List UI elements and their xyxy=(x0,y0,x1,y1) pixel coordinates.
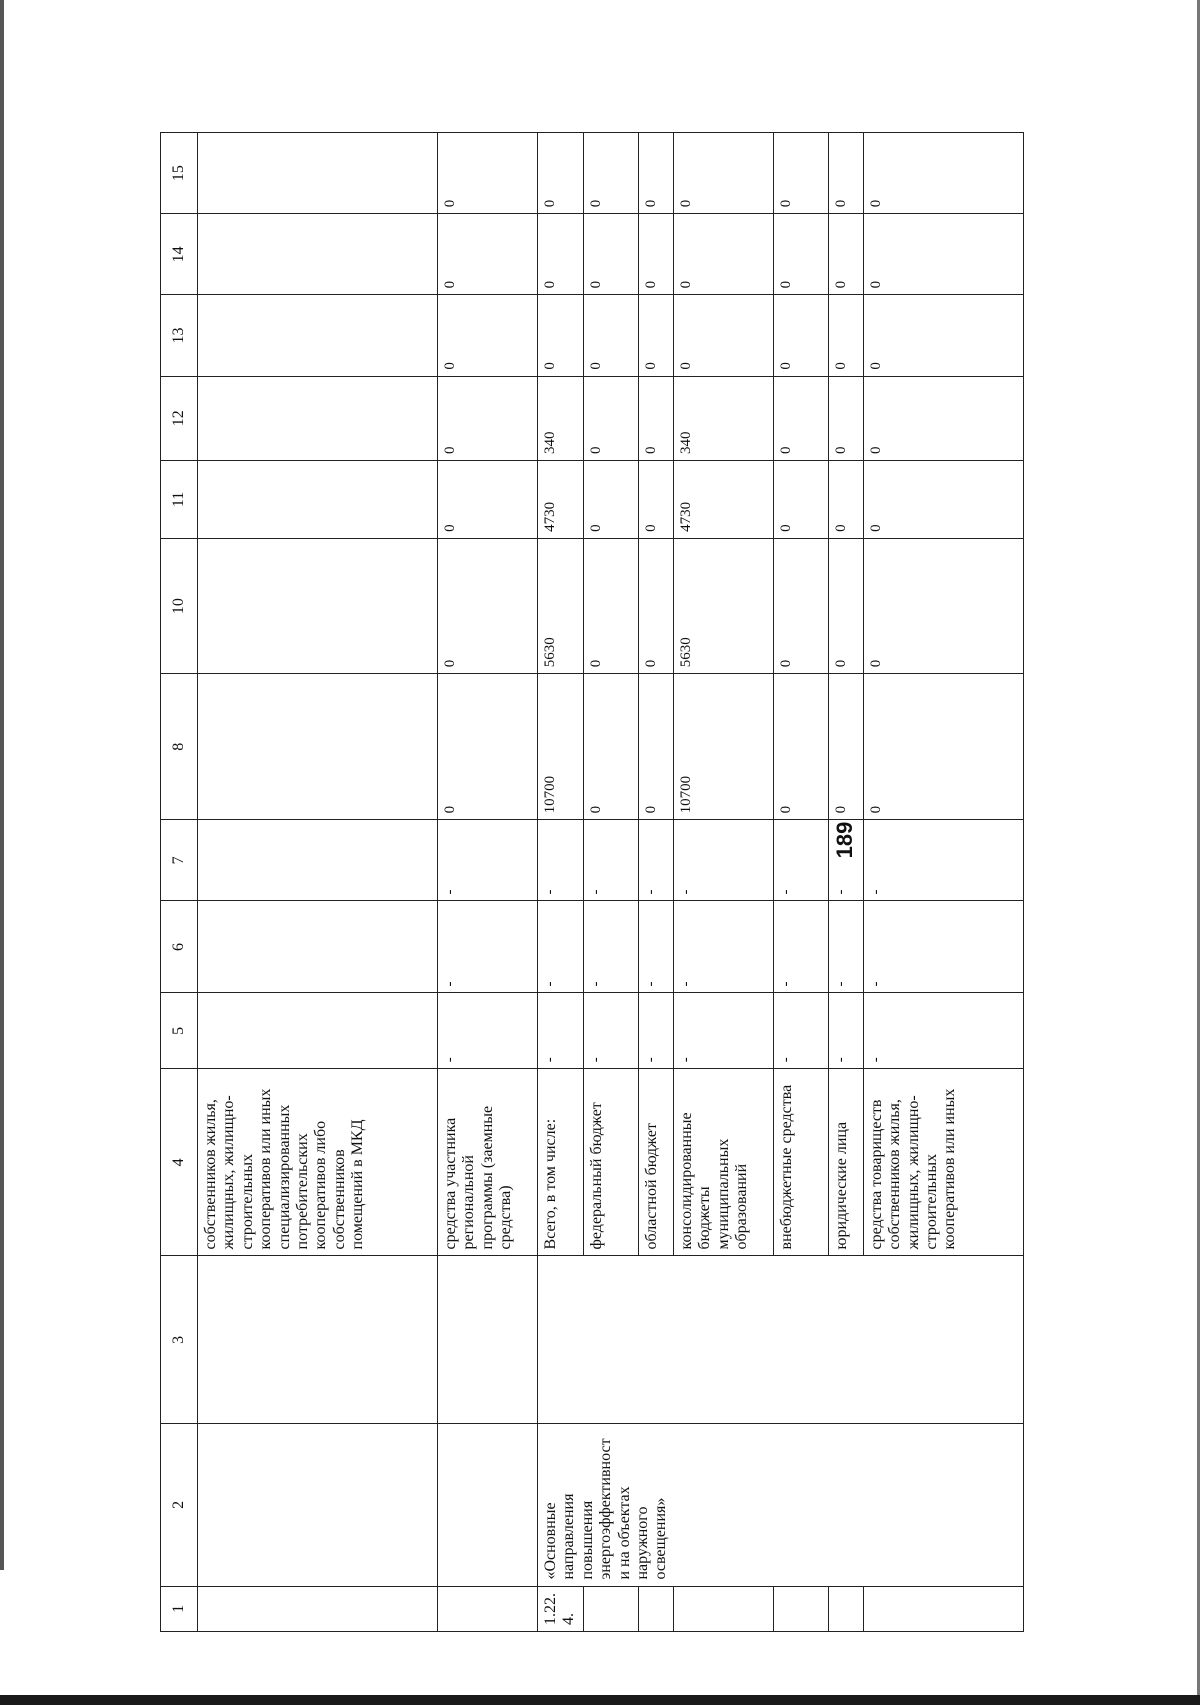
cell-c2: «Основные направления повышения энергоэффективности на объектах наружного освещения» xyxy=(538,1424,1024,1586)
header-cell: 3 xyxy=(161,1256,198,1424)
cell-c15 xyxy=(198,133,438,214)
cell-c13: 0 xyxy=(773,295,828,376)
cell-c1 xyxy=(583,1586,638,1631)
cell-c4: средства товариществ собственников жилья, жилищных, жилищно-строительных кооперативов или иных xyxy=(863,1069,1023,1256)
cell-c15: 0 xyxy=(538,133,584,214)
cell-c6: - xyxy=(828,901,863,993)
cell-c5: - xyxy=(828,993,863,1069)
page-number: 189 xyxy=(832,821,857,859)
cell-c5: - xyxy=(863,993,1023,1069)
cell-c6: - xyxy=(673,901,773,993)
cell-c1 xyxy=(863,1586,1023,1631)
cell-c14: 0 xyxy=(863,214,1023,295)
cell-c12: 0 xyxy=(773,376,828,460)
header-cell: 13 xyxy=(161,295,198,376)
cell-c10: 0 xyxy=(863,538,1023,673)
cell-c4: юридические лица xyxy=(828,1069,863,1256)
cell-c14: 0 xyxy=(583,214,638,295)
cell-c11: 0 xyxy=(583,461,638,539)
cell-c6: - xyxy=(773,901,828,993)
cell-c2 xyxy=(438,1424,538,1586)
cell-c5: - xyxy=(583,993,638,1069)
cell-c10: 0 xyxy=(638,538,673,673)
cell-c4: областной бюджет xyxy=(638,1069,673,1256)
header-cell: 5 xyxy=(161,993,198,1069)
cell-c3 xyxy=(438,1256,538,1424)
header-cell: 10 xyxy=(161,538,198,673)
cell-c15: 0 xyxy=(673,133,773,214)
header-cell: 15 xyxy=(161,133,198,214)
financing-table xyxy=(160,132,1024,1632)
cell-c6 xyxy=(198,901,438,993)
cell-c11: 4730 xyxy=(673,461,773,539)
cell-c11 xyxy=(198,461,438,539)
cell-c15: 0 xyxy=(863,133,1023,214)
header-cell: 7 xyxy=(161,820,198,901)
cell-c3 xyxy=(198,1256,438,1424)
cell-c1 xyxy=(438,1586,538,1631)
cell-c12: 0 xyxy=(863,376,1023,460)
cell-c10: 0 xyxy=(773,538,828,673)
cell-c5: - xyxy=(673,993,773,1069)
cell-c11: 4730 xyxy=(538,461,584,539)
cell-c5: - xyxy=(538,993,584,1069)
cell-c6: - xyxy=(638,901,673,993)
header-cell: 12 xyxy=(161,376,198,460)
header-cell: 8 xyxy=(161,674,198,820)
cell-c13: 0 xyxy=(438,295,538,376)
cell-c7: - xyxy=(828,820,863,901)
cell-c13: 0 xyxy=(583,295,638,376)
cell-c1 xyxy=(198,1586,438,1631)
header-cell: 11 xyxy=(161,461,198,539)
cell-c7: - xyxy=(438,820,538,901)
cell-c5 xyxy=(198,993,438,1069)
header-cell: 1 xyxy=(161,1586,198,1631)
cell-c11: 0 xyxy=(828,461,863,539)
header-cell: 4 xyxy=(161,1069,198,1256)
header-cell: 2 xyxy=(161,1424,198,1586)
cell-c8: 0 xyxy=(773,674,828,820)
cell-c1: 1.22.4. xyxy=(538,1586,584,1631)
cell-c8: 0 xyxy=(438,674,538,820)
cell-c12 xyxy=(198,376,438,460)
cell-c14: 0 xyxy=(773,214,828,295)
cell-c12: 340 xyxy=(673,376,773,460)
cell-c13: 0 xyxy=(538,295,584,376)
cell-c8: 0 xyxy=(828,674,863,820)
cell-c6: - xyxy=(583,901,638,993)
rotated-table-container xyxy=(160,132,1120,1632)
cell-c11: 0 xyxy=(638,461,673,539)
cell-c5: - xyxy=(773,993,828,1069)
cell-c7: - xyxy=(583,820,638,901)
cell-c4: средства участника региональной программы (заемные средства) xyxy=(438,1069,538,1256)
cell-c13: 0 xyxy=(638,295,673,376)
cell-c13: 0 xyxy=(828,295,863,376)
cell-c10: 0 xyxy=(438,538,538,673)
cell-c14: 0 xyxy=(673,214,773,295)
cell-c12: 0 xyxy=(583,376,638,460)
cell-c11: 0 xyxy=(773,461,828,539)
table-row xyxy=(198,133,438,1632)
table-row xyxy=(538,133,584,1632)
cell-c10: 5630 xyxy=(538,538,584,673)
cell-c14: 0 xyxy=(828,214,863,295)
cell-c1 xyxy=(638,1586,673,1631)
cell-c12: 0 xyxy=(638,376,673,460)
cell-c8: 10700 xyxy=(538,674,584,820)
cell-c15: 0 xyxy=(773,133,828,214)
table-row xyxy=(438,133,538,1632)
cell-c1 xyxy=(673,1586,773,1631)
cell-c12: 340 xyxy=(538,376,584,460)
cell-c4: собственников жилья, жилищных, жилищно-строительных кооперативов или иных специализированных потребительских кооперативов либо собственников помещений в МКД xyxy=(198,1069,438,1256)
header-cell: 6 xyxy=(161,901,198,993)
cell-c7 xyxy=(198,820,438,901)
cell-c7: - xyxy=(863,820,1023,901)
cell-c4: федеральный бюджет xyxy=(583,1069,638,1256)
cell-c8: 10700 xyxy=(673,674,773,820)
cell-c7: - xyxy=(673,820,773,901)
cell-c2 xyxy=(198,1424,438,1586)
cell-c13: 0 xyxy=(863,295,1023,376)
cell-c6: - xyxy=(438,901,538,993)
cell-c1 xyxy=(773,1586,828,1631)
cell-c7: - xyxy=(773,820,828,901)
cell-c4: внебюджетные средства xyxy=(773,1069,828,1256)
cell-c14: 0 xyxy=(538,214,584,295)
cell-c4: Всего, в том числе: xyxy=(538,1069,584,1256)
cell-c11: 0 xyxy=(438,461,538,539)
cell-c15: 0 xyxy=(438,133,538,214)
cell-c8: 0 xyxy=(863,674,1023,820)
cell-c12: 0 xyxy=(828,376,863,460)
cell-c10: 0 xyxy=(828,538,863,673)
cell-c13 xyxy=(198,295,438,376)
cell-c10 xyxy=(198,538,438,673)
cell-c10: 5630 xyxy=(673,538,773,673)
header-row xyxy=(161,133,198,1632)
cell-c5: - xyxy=(638,993,673,1069)
cell-c14 xyxy=(198,214,438,295)
cell-c14: 0 xyxy=(638,214,673,295)
cell-c6: - xyxy=(863,901,1023,993)
cell-c4: консолидированные бюджеты муниципальных образований xyxy=(673,1069,773,1256)
cell-c12: 0 xyxy=(438,376,538,460)
cell-c7: - xyxy=(538,820,584,901)
cell-c1 xyxy=(828,1586,863,1631)
cell-c5: - xyxy=(438,993,538,1069)
cell-c7: - xyxy=(638,820,673,901)
cell-c8 xyxy=(198,674,438,820)
scan-edge-left xyxy=(0,0,4,1570)
cell-c11: 0 xyxy=(863,461,1023,539)
cell-c6: - xyxy=(538,901,584,993)
cell-c14: 0 xyxy=(438,214,538,295)
header-cell: 14 xyxy=(161,214,198,295)
cell-c8: 0 xyxy=(583,674,638,820)
cell-c13: 0 xyxy=(673,295,773,376)
cell-c15: 0 xyxy=(828,133,863,214)
cell-c15: 0 xyxy=(638,133,673,214)
cell-c15: 0 xyxy=(583,133,638,214)
scan-edge-bottom xyxy=(0,1695,1200,1705)
cell-c8: 0 xyxy=(638,674,673,820)
cell-c3 xyxy=(538,1256,1024,1424)
cell-c10: 0 xyxy=(583,538,638,673)
